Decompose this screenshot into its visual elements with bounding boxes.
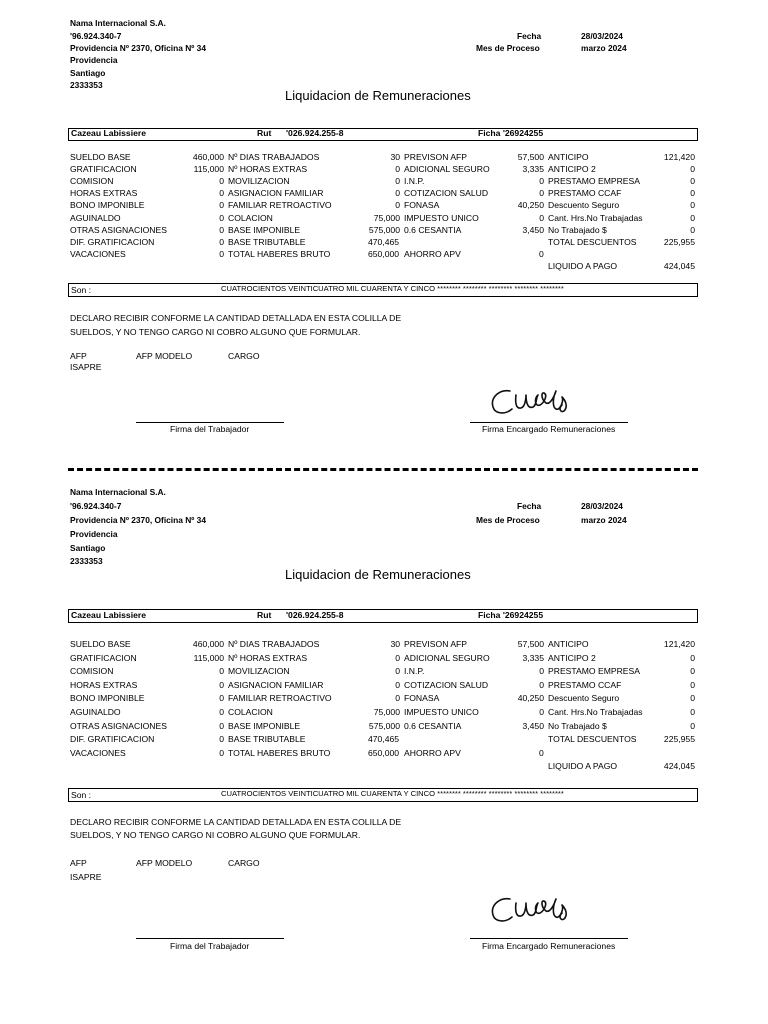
row-label: ADICIONAL SEGURO bbox=[404, 164, 490, 175]
earnings-deductions-table bbox=[0, 151, 768, 276]
row-value: 0 bbox=[219, 188, 224, 199]
row-label: I.N.P. bbox=[404, 176, 425, 187]
row-value: 0 bbox=[219, 236, 224, 247]
row-value: 575,000 bbox=[368, 720, 400, 731]
company-rut: '96.924.340-7 bbox=[70, 501, 122, 511]
row-label: AHORRO APV bbox=[404, 747, 461, 758]
row-value: 225,955 bbox=[663, 236, 695, 247]
row-label: COTIZACION SALUD bbox=[404, 188, 489, 199]
row-label: Cant. Hrs.No Trabajadas bbox=[548, 212, 643, 223]
row-label: COMISION bbox=[70, 176, 114, 187]
son-text: CUATROCIENTOS VEINTICUATRO MIL CUARENTA Y CINCO ******** ******** ******** ******** ******** bbox=[221, 789, 564, 798]
row-label: TOTAL HABERES BRUTO bbox=[228, 248, 331, 259]
row-label: OTRAS ASIGNACIONES bbox=[70, 720, 167, 731]
row-label: I.N.P. bbox=[404, 666, 425, 677]
fecha-value: 28/03/2024 bbox=[581, 31, 623, 41]
row-label: ADICIONAL SEGURO bbox=[404, 652, 490, 663]
afp-modelo: AFP MODELO bbox=[136, 858, 193, 868]
afp-label: AFP bbox=[70, 351, 87, 361]
row-value: 0 bbox=[395, 176, 400, 187]
row-value: 0 bbox=[539, 212, 544, 223]
employee-rut-label: Rut bbox=[257, 128, 272, 138]
row-label: LIQUIDO A PAGO bbox=[548, 761, 618, 772]
row-value: 0 bbox=[395, 164, 400, 175]
row-label: DIF. GRATIFICACION bbox=[70, 734, 155, 745]
manager-signature-label: Firma Encargado Remuneraciones bbox=[482, 941, 616, 951]
row-label: COTIZACION SALUD bbox=[404, 679, 489, 690]
row-value: 460,000 bbox=[192, 152, 224, 162]
row-value: 0 bbox=[539, 707, 544, 717]
row-value: 0 bbox=[690, 176, 695, 187]
row-label: OTRAS ASIGNACIONES bbox=[70, 224, 167, 235]
page-title: Liquidacion de Remuneraciones bbox=[285, 88, 471, 103]
row-value: 0 bbox=[395, 188, 400, 199]
company-phone: 2333353 bbox=[70, 80, 103, 90]
fecha-label: Fecha bbox=[517, 501, 542, 511]
row-value: 0 bbox=[219, 176, 224, 187]
son-text: CUATROCIENTOS VEINTICUATRO MIL CUARENTA Y CINCO ******** ******** ******** ******** ******** bbox=[221, 284, 564, 293]
row-value: 115,000 bbox=[193, 164, 224, 175]
fecha-label: Fecha bbox=[517, 31, 542, 41]
row-label: VACACIONES bbox=[70, 747, 126, 758]
worker-signature-line bbox=[136, 938, 284, 939]
row-label: HORAS EXTRAS bbox=[70, 188, 138, 199]
row-label: TOTAL DESCUENTOS bbox=[548, 734, 637, 745]
fecha-value: 28/03/2024 bbox=[581, 501, 623, 511]
row-label: Nº HORAS EXTRAS bbox=[228, 652, 308, 663]
row-value: 0 bbox=[690, 652, 695, 663]
row-value: 3,335 bbox=[522, 652, 544, 663]
row-label: ANTICIPO bbox=[548, 152, 589, 162]
row-label: ANTICIPO 2 bbox=[548, 164, 596, 175]
earnings-deductions-table bbox=[0, 638, 768, 778]
row-value: 40,250 bbox=[517, 693, 544, 704]
row-value: 57,500 bbox=[517, 639, 544, 649]
row-value: 0 bbox=[219, 224, 224, 235]
row-value: 0 bbox=[690, 707, 695, 717]
row-label: GRATIFICACION bbox=[70, 164, 137, 175]
row-value: 57,500 bbox=[517, 152, 544, 162]
row-label: COLACION bbox=[228, 707, 273, 717]
row-label: PRESTAMO CCAF bbox=[548, 679, 622, 690]
company-address: Providencia Nº 2370, Oficina Nº 34 bbox=[70, 515, 206, 525]
row-label: FONASA bbox=[404, 693, 440, 704]
row-label: HORAS EXTRAS bbox=[70, 679, 138, 690]
company-city: Santiago bbox=[70, 68, 106, 78]
row-label: AGUINALDO bbox=[70, 212, 121, 223]
row-label: Nº DIAS TRABAJADOS bbox=[228, 639, 320, 649]
proceso-value: marzo 2024 bbox=[581, 515, 627, 525]
row-value: 0 bbox=[690, 212, 695, 223]
row-label: MOVILIZACION bbox=[228, 666, 290, 677]
signature-image bbox=[486, 383, 578, 423]
row-label: AGUINALDO bbox=[70, 707, 121, 717]
row-value: 0 bbox=[690, 188, 695, 199]
row-value: 0 bbox=[539, 176, 544, 187]
employee-box bbox=[68, 128, 698, 141]
row-value: 0 bbox=[539, 747, 544, 758]
row-value: 0 bbox=[690, 224, 695, 235]
row-value: 3,335 bbox=[522, 164, 544, 175]
row-value: 650,000 bbox=[368, 248, 400, 259]
row-label: PRESTAMO EMPRESA bbox=[548, 666, 641, 677]
row-value: 0 bbox=[395, 666, 400, 677]
row-value: 0 bbox=[395, 679, 400, 690]
row-label: 0.6 CESANTIA bbox=[404, 224, 462, 235]
row-value: 0 bbox=[219, 679, 224, 690]
row-value: 0 bbox=[539, 188, 544, 199]
row-value: 0 bbox=[219, 734, 224, 745]
company-name: Nama Internacional S.A. bbox=[70, 18, 166, 28]
row-value: 470,465 bbox=[368, 236, 400, 247]
row-label: VACACIONES bbox=[70, 248, 126, 259]
row-label: PREVISON AFP bbox=[404, 639, 468, 649]
row-label: PRESTAMO EMPRESA bbox=[548, 176, 641, 187]
company-city: Santiago bbox=[70, 543, 106, 553]
isapre-label: ISAPRE bbox=[70, 362, 102, 372]
row-label: AHORRO APV bbox=[404, 248, 461, 259]
row-value: 470,465 bbox=[368, 734, 400, 745]
employee-rut-label: Rut bbox=[257, 610, 272, 620]
row-label: BONO IMPONIBLE bbox=[70, 693, 145, 704]
son-label: Son : bbox=[71, 285, 92, 295]
signature-image bbox=[486, 891, 578, 931]
row-value: 424,045 bbox=[663, 260, 695, 271]
employee-name: Cazeau Labissiere bbox=[71, 610, 146, 620]
row-label: 0.6 CESANTIA bbox=[404, 720, 462, 731]
row-label: No Trabajado $ bbox=[548, 720, 607, 731]
employee-ficha: Ficha '26924255 bbox=[478, 128, 544, 138]
row-label: COLACION bbox=[228, 212, 273, 223]
row-value: 0 bbox=[219, 248, 224, 259]
row-value: 0 bbox=[690, 693, 695, 704]
row-value: 121,420 bbox=[663, 152, 695, 162]
row-value: 650,000 bbox=[368, 747, 400, 758]
row-value: 0 bbox=[690, 666, 695, 677]
row-label: GRATIFICACION bbox=[70, 652, 137, 663]
row-label: PREVISON AFP bbox=[404, 152, 468, 162]
row-value: 0 bbox=[219, 212, 224, 223]
row-label: SUELDO BASE bbox=[70, 152, 131, 162]
row-value: 225,955 bbox=[663, 734, 695, 745]
row-label: TOTAL DESCUENTOS bbox=[548, 236, 637, 247]
employee-name: Cazeau Labissiere bbox=[71, 128, 146, 138]
row-label: No Trabajado $ bbox=[548, 224, 607, 235]
declaration-line-2: SUELDOS, Y NO TENGO CARGO NI COBRO ALGUNO QUE FORMULAR. bbox=[70, 830, 361, 840]
employee-rut-value: '026.924.255-8 bbox=[286, 128, 344, 138]
manager-signature-line bbox=[470, 938, 628, 939]
row-value: 0 bbox=[219, 200, 224, 211]
row-label: LIQUIDO A PAGO bbox=[548, 260, 618, 271]
row-label: Nº HORAS EXTRAS bbox=[228, 164, 308, 175]
row-label: FONASA bbox=[404, 200, 440, 211]
son-label: Son : bbox=[71, 790, 92, 800]
row-value: 3,450 bbox=[522, 720, 544, 731]
company-address: Providencia Nº 2370, Oficina Nº 34 bbox=[70, 43, 206, 53]
row-value: 30 bbox=[390, 152, 400, 162]
worker-signature-label: Firma del Trabajador bbox=[170, 941, 250, 951]
declaration-line-1: DECLARO RECIBIR CONFORME LA CANTIDAD DETALLADA EN ESTA COLILLA DE bbox=[70, 313, 402, 323]
afp-cargo: CARGO bbox=[228, 858, 260, 868]
row-label: ASIGNACION FAMILIAR bbox=[228, 188, 324, 199]
row-label: Descuento Seguro bbox=[548, 693, 620, 704]
declaration-line-2: SUELDOS, Y NO TENGO CARGO NI COBRO ALGUNO QUE FORMULAR. bbox=[70, 327, 361, 337]
row-value: 75,000 bbox=[373, 212, 400, 223]
afp-cargo: CARGO bbox=[228, 351, 260, 361]
row-value: 0 bbox=[690, 200, 695, 211]
row-value: 0 bbox=[219, 693, 224, 704]
row-label: BASE IMPONIBLE bbox=[228, 720, 301, 731]
row-label: COMISION bbox=[70, 666, 114, 677]
row-value: 0 bbox=[690, 679, 695, 690]
row-label: BASE IMPONIBLE bbox=[228, 224, 301, 235]
row-value: 0 bbox=[219, 707, 224, 717]
row-value: 0 bbox=[690, 164, 695, 175]
manager-signature-label: Firma Encargado Remuneraciones bbox=[482, 424, 616, 434]
row-label: SUELDO BASE bbox=[70, 639, 131, 649]
row-label: PRESTAMO CCAF bbox=[548, 188, 622, 199]
row-label: BASE TRIBUTABLE bbox=[228, 734, 306, 745]
employee-box bbox=[68, 609, 698, 623]
son-box bbox=[68, 788, 698, 802]
row-label: ANTICIPO 2 bbox=[548, 652, 596, 663]
row-label: ANTICIPO bbox=[548, 639, 589, 649]
page-title: Liquidacion de Remuneraciones bbox=[285, 567, 471, 582]
company-commune: Providencia bbox=[70, 529, 118, 539]
employee-ficha: Ficha '26924255 bbox=[478, 610, 544, 620]
worker-signature-label: Firma del Trabajador bbox=[170, 424, 250, 434]
row-value: 115,000 bbox=[193, 652, 224, 663]
company-phone: 2333353 bbox=[70, 556, 103, 566]
afp-modelo: AFP MODELO bbox=[136, 351, 193, 361]
row-value: 75,000 bbox=[373, 707, 400, 717]
row-value: 0 bbox=[690, 720, 695, 731]
row-value: 460,000 bbox=[192, 639, 224, 649]
company-rut: '96.924.340-7 bbox=[70, 31, 122, 41]
row-value: 30 bbox=[390, 639, 400, 649]
row-value: 0 bbox=[219, 666, 224, 677]
row-label: IMPUESTO UNICO bbox=[404, 212, 479, 223]
proceso-label: Mes de Proceso bbox=[476, 43, 540, 53]
row-value: 424,045 bbox=[663, 761, 695, 772]
row-value: 3,450 bbox=[522, 224, 544, 235]
row-label: Cant. Hrs.No Trabajadas bbox=[548, 707, 643, 717]
row-value: 0 bbox=[219, 720, 224, 731]
row-value: 575,000 bbox=[368, 224, 400, 235]
row-label: IMPUESTO UNICO bbox=[404, 707, 479, 717]
row-label: Nº DIAS TRABAJADOS bbox=[228, 152, 320, 162]
row-label: DIF. GRATIFICACION bbox=[70, 236, 155, 247]
proceso-value: marzo 2024 bbox=[581, 43, 627, 53]
row-value: 0 bbox=[219, 747, 224, 758]
row-label: ASIGNACION FAMILIAR bbox=[228, 679, 324, 690]
row-label: MOVILIZACION bbox=[228, 176, 290, 187]
company-commune: Providencia bbox=[70, 55, 118, 65]
row-value: 0 bbox=[395, 652, 400, 663]
employee-rut-value: '026.924.255-8 bbox=[286, 610, 344, 620]
isapre-label: ISAPRE bbox=[70, 872, 102, 882]
row-value: 0 bbox=[395, 200, 400, 211]
row-value: 0 bbox=[539, 248, 544, 259]
row-value: 121,420 bbox=[663, 639, 695, 649]
proceso-label: Mes de Proceso bbox=[476, 515, 540, 525]
company-name: Nama Internacional S.A. bbox=[70, 487, 166, 497]
afp-label: AFP bbox=[70, 858, 87, 868]
row-value: 0 bbox=[539, 679, 544, 690]
row-value: 40,250 bbox=[517, 200, 544, 211]
row-label: FAMILIAR RETROACTIVO bbox=[228, 200, 332, 211]
row-label: Descuento Seguro bbox=[548, 200, 620, 211]
row-label: BONO IMPONIBLE bbox=[70, 200, 145, 211]
row-label: BASE TRIBUTABLE bbox=[228, 236, 306, 247]
row-value: 0 bbox=[539, 666, 544, 677]
declaration-line-1: DECLARO RECIBIR CONFORME LA CANTIDAD DETALLADA EN ESTA COLILLA DE bbox=[70, 817, 402, 827]
payslip-copy-1 bbox=[0, 0, 768, 470]
row-label: FAMILIAR RETROACTIVO bbox=[228, 693, 332, 704]
cut-line-divider bbox=[68, 468, 698, 471]
row-label: TOTAL HABERES BRUTO bbox=[228, 747, 331, 758]
row-value: 0 bbox=[395, 693, 400, 704]
